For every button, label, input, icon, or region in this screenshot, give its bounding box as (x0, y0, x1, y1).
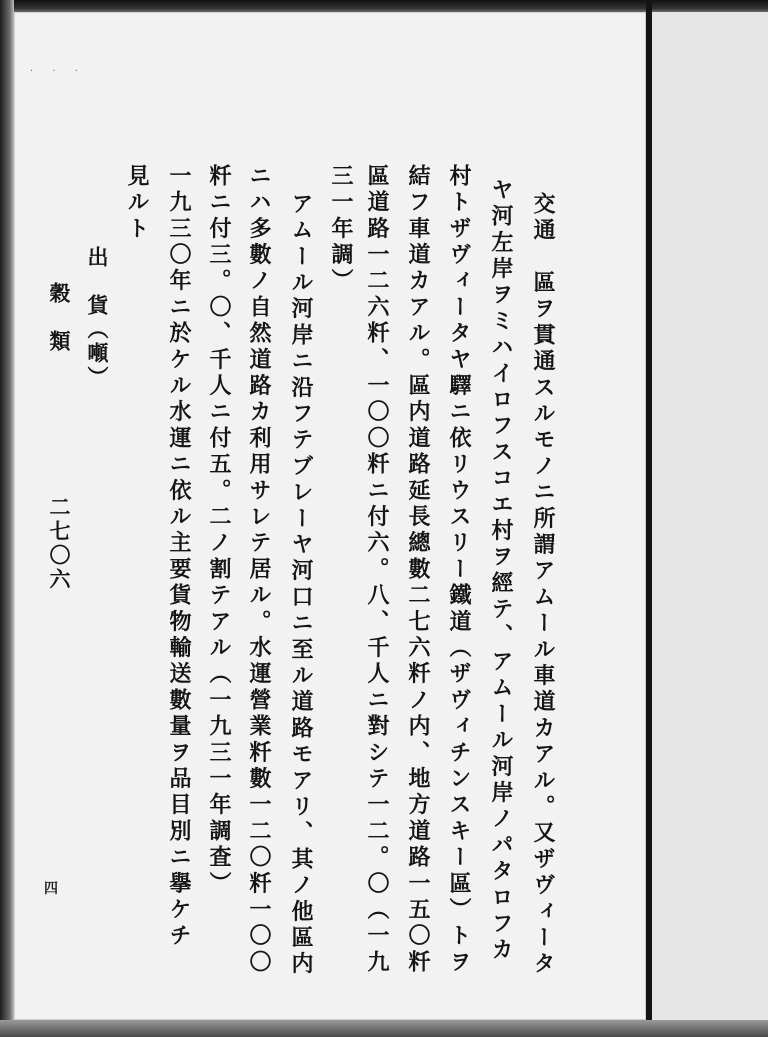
text-column-4: 結フ車道カアル。區内道路延長總數二七六粁ノ内、地方道路一五〇粁 (405, 164, 431, 977)
page-number: 四 (44, 881, 58, 897)
left-edge (0, 0, 14, 1037)
text-column-6: 三一年調） (328, 164, 354, 295)
text-column-2: ヤ河左岸ヲミハイロフスコエ村ヲ經テ、アムール河岸ノパタロフカ (488, 178, 514, 964)
text-column-10: 一九三〇年ニ於ケル水運ニ依ル主要貨物輸送數量ヲ品目別ニ擧ケチ (166, 164, 192, 950)
table-header: 出 貨（噸） (85, 246, 110, 390)
table-row-label: 穀 類 (47, 282, 72, 354)
text-column-9: 粁ニ付三。〇、千人ニ付五。二ノ割テアル（一九三一年調査） (206, 164, 232, 898)
table-row-value: 二七〇六 (47, 496, 72, 592)
scan-specks: · · · (30, 66, 86, 77)
facing-page-edge (652, 12, 768, 1022)
text-column-8: ニハ多數ノ自然道路カ利用サレテ居ル。水運營業粁數一二〇粁一〇〇 (246, 164, 272, 977)
text-column-11: 見ルト (124, 164, 150, 243)
bottom-edge (0, 1020, 768, 1037)
text-column-3: 村トザヴィータヤ驛ニ依リウスリー鐵道（ザヴィチンスキー區）トヲ (446, 164, 472, 977)
text-column-1: 交通 區ヲ貫通スルモノニ所謂アムール車道カアル。又ザヴィータ (530, 192, 556, 978)
text-column-7: アムール河岸ニ沿フテブレーヤ河口ニ至ル道路モアリ、其ノ他區内 (288, 192, 314, 978)
text-column-5: 區道路一二六粁、一〇〇粁ニ付六。八、千人ニ對シテ一二。〇（一九 (364, 164, 390, 977)
